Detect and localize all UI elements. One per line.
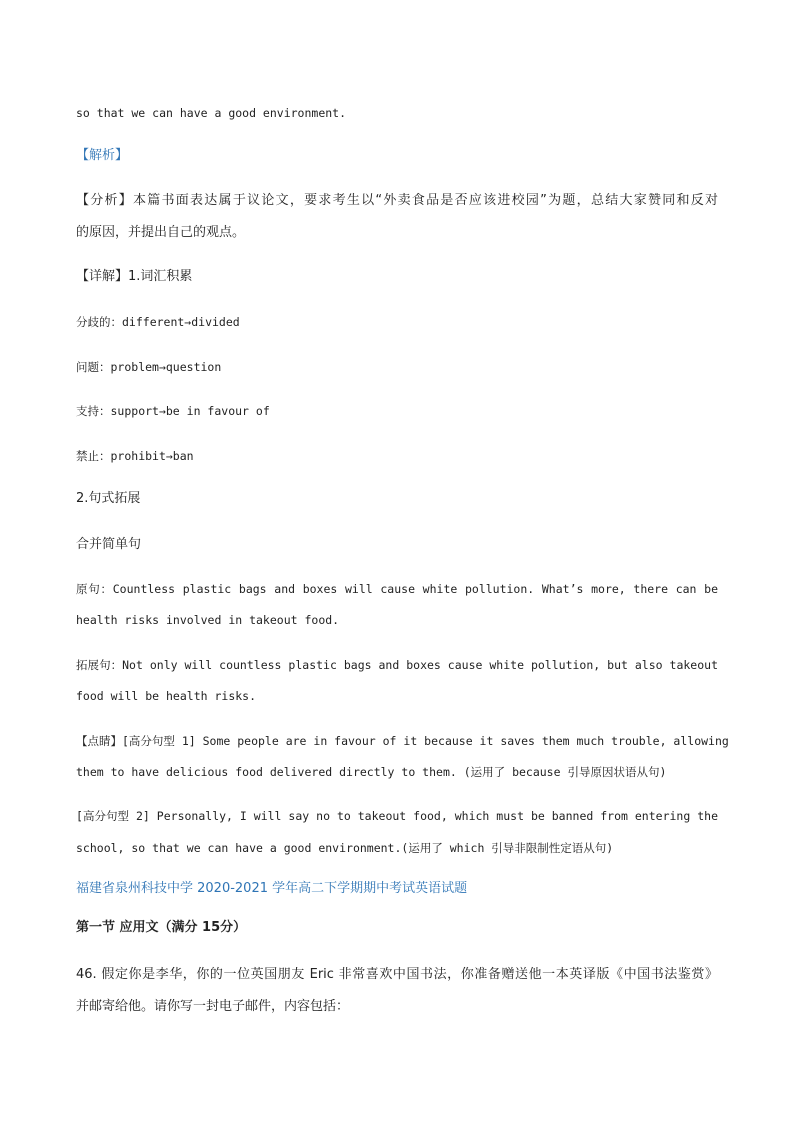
section-label-analysis: 【解析】 bbox=[76, 148, 129, 163]
text-line: [高分句型 2] Personally, I will say no to takeout food, which must be banned from entering the bbox=[76, 809, 718, 823]
text-line: them to have delicious food delivered directly to them. (运用了 because 引导原因状语从句) bbox=[76, 765, 667, 779]
vocab-item: 分歧的：different→divided bbox=[76, 315, 240, 329]
question-text: 46. 假定你是李华，你的一位英国朋友 Eric 非常喜欢中国书法，你准备赠送他一本英译版《中国书法鉴赏》 bbox=[76, 967, 718, 982]
section-heading: 第一节 应用文（满分 15分） bbox=[76, 920, 247, 935]
text-line: 【详解】1.词汇积累 bbox=[76, 269, 193, 284]
text-line: 合并简单句 bbox=[76, 537, 142, 552]
question-text: 并邮寄给他。请你写一封电子邮件，内容包括： bbox=[76, 999, 350, 1014]
text-line: school, so that we can have a good environment.(运用了 which 引导非限制性定语从句) bbox=[76, 841, 614, 855]
source-title: 福建省泉州科技中学 2020-2021 学年高二下学期期中考试英语试题 bbox=[76, 881, 468, 896]
text-line: food will be health risks. bbox=[76, 689, 257, 703]
text-line: 的原因，并提出自己的观点。 bbox=[76, 225, 246, 240]
text-line: 拓展句：Not only will countless plastic bags and boxes cause white pollution, but also takeout bbox=[76, 658, 718, 672]
vocab-item: 支持：support→be in favour of bbox=[76, 404, 270, 418]
text-line: 2.句式拓展 bbox=[76, 491, 141, 506]
vocab-item: 问题：problem→question bbox=[76, 360, 222, 374]
text-line: health risks involved in takeout food. bbox=[76, 613, 340, 627]
text-line: so that we can have a good environment. bbox=[76, 106, 347, 120]
text-line: 【点睛】[高分句型 1] Some people are in favour of it because it saves them much trouble, allowing bbox=[76, 734, 729, 748]
text-line: 原句：Countless plastic bags and boxes will cause white pollution. What’s more, there can be bbox=[76, 582, 718, 596]
text-line: 【分析】本篇书面表达属于议论文，要求考生以“外卖食品是否应该进校园”为题，总结大家赞同和反对 bbox=[76, 193, 718, 208]
vocab-item: 禁止：prohibit→ban bbox=[76, 449, 194, 463]
